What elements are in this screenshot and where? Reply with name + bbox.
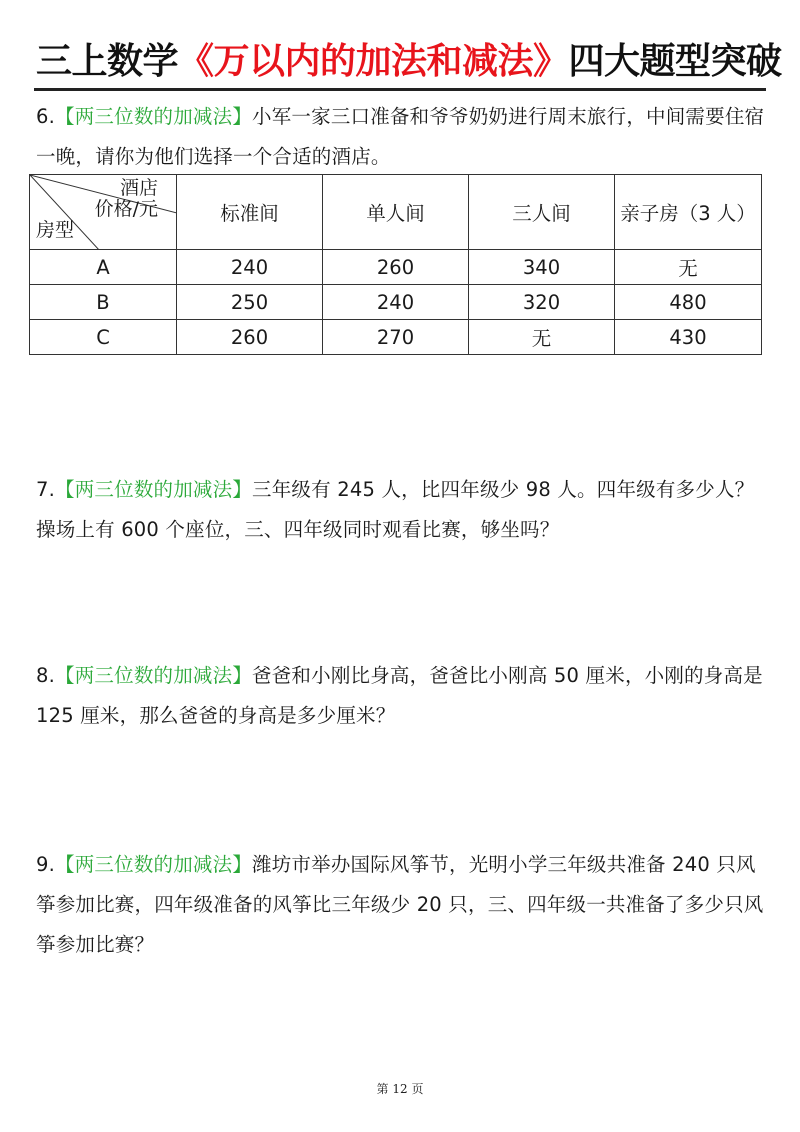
table-cell: 430 [615, 320, 762, 355]
row-label: C [30, 320, 177, 355]
page-number: 第 12 页 [376, 1082, 424, 1096]
question-number: 8. [36, 664, 56, 687]
table-cell: 240 [177, 250, 323, 285]
title-prefix: 三上数学 [36, 41, 179, 82]
table-corner-cell [30, 175, 177, 250]
row-label: A [30, 250, 177, 285]
corner-label-hotel: 酒店 [119, 177, 158, 199]
table-header-row [30, 175, 762, 250]
title-underline [34, 88, 766, 91]
hotel-price-table [29, 174, 762, 355]
question-tag: 【两三位数的加减法】 [55, 853, 253, 876]
corner-label-price: 价格/元 [94, 198, 158, 220]
page-title [36, 38, 782, 86]
question-number: 9. [36, 853, 56, 876]
question-9 [36, 845, 766, 965]
title-highlight: 《万以内的加法和减法》 [178, 41, 569, 82]
column-header: 三人间 [469, 175, 615, 250]
column-header: 单人间 [323, 175, 469, 250]
question-tag: 【两三位数的加减法】 [55, 105, 253, 128]
table-row [30, 320, 762, 355]
title-suffix: 四大题型突破 [568, 41, 782, 82]
question-8 [36, 656, 766, 736]
table-row [30, 250, 762, 285]
question-text: 三年级有 245 人，比四年级少 98 人。四年级有多少人？操场上有 600 个座位，三、四年级同时观看比赛，够坐吗？ [36, 478, 755, 541]
corner-label-room: 房型 [36, 219, 75, 241]
question-number: 7. [36, 478, 56, 501]
question-tag: 【两三位数的加减法】 [55, 664, 253, 687]
question-7 [36, 470, 766, 550]
column-header: 亲子房（3 人） [615, 175, 762, 250]
table-cell: 240 [323, 285, 469, 320]
table-cell: 270 [323, 320, 469, 355]
table-cell: 340 [469, 250, 615, 285]
table-cell: 无 [615, 250, 762, 285]
table-cell: 260 [177, 320, 323, 355]
table-cell: 260 [323, 250, 469, 285]
table-cell: 250 [177, 285, 323, 320]
row-label: B [30, 285, 177, 320]
question-6 [36, 97, 766, 177]
table-cell: 无 [469, 320, 615, 355]
question-text: 小军一家三口准备和爷爷奶奶进行周末旅行，中间需要住宿一晚，请你为他们选择一个合适的酒店。 [36, 105, 765, 168]
table-row [30, 285, 762, 320]
table-cell: 320 [469, 285, 615, 320]
column-header: 标准间 [177, 175, 323, 250]
table-cell: 480 [615, 285, 762, 320]
question-number: 6. [36, 105, 56, 128]
question-text: 潍坊市举办国际风筝节，光明小学三年级共准备 240 只风筝参加比赛，四年级准备的风筝比三年级少 20 只，三、四年级一共准备了多少只风筝参加比赛？ [36, 853, 764, 956]
question-text: 爸爸和小刚比身高，爸爸比小刚高 50 厘米，小刚的身高是 125 厘米，那么爸爸的身高是多少厘米？ [36, 664, 763, 727]
question-tag: 【两三位数的加减法】 [55, 478, 253, 501]
